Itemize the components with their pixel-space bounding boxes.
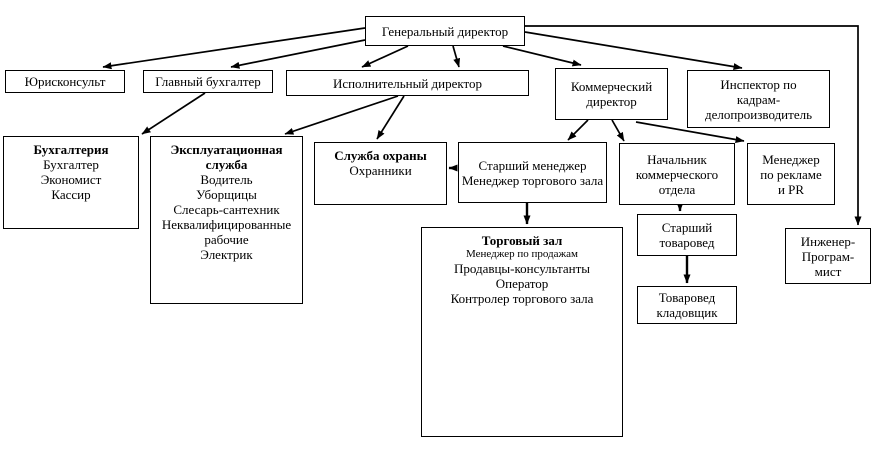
node-title-maintenance-service: Эксплуатационная служба [170,142,283,172]
node-title-accounting: Бухгалтерия [33,142,109,157]
node-line: мист [814,263,842,279]
node-line: Начальник [647,151,707,167]
node-line: товаровед [659,235,715,250]
node-line: делопроизводитель [704,106,813,122]
node-line: Инспектор по [720,76,797,92]
node-line: Оператор [495,276,549,291]
node-security-service [314,142,447,205]
node-general-director [365,16,525,46]
arrow-commercial-to-senior-manager [568,120,588,140]
node-maintenance-service [150,136,303,304]
arrow-executive-to-security [377,96,404,139]
arrow-executive-to-maintenance [285,96,398,134]
arrow-gd-to-legal-counsel [103,28,365,67]
node-sales-floor [421,227,623,437]
arrow-commercial-to-dept-head [612,120,624,141]
arrow-gd-to-executive-mid [453,46,459,67]
node-engineer-programmer [785,228,871,284]
node-line: Генеральный директор [381,23,509,39]
node-line: отдела [658,181,696,197]
node-senior-merchandiser [637,214,737,256]
node-pr-manager [747,143,835,205]
node-line: Слесарь-сантехник [173,202,280,217]
node-line: Менеджер [762,151,820,167]
node-line: Старший [661,220,713,235]
arrow-gd-to-commercial [503,46,581,65]
node-line: Водитель [200,172,253,187]
node-line: Менеджер торгового зала [461,172,604,188]
node-accounting [3,136,139,229]
arrow-gd-to-executive-left [362,46,408,67]
node-line: и PR [777,181,805,197]
node-line: Контролер торгового зала [450,291,594,306]
node-commercial-dept-head [619,143,735,205]
node-commercial-director [555,68,668,120]
node-chief-accountant [143,70,273,93]
node-line: директор [586,94,637,109]
node-line: кадрам- [736,91,781,107]
node-hr-inspector [687,70,830,128]
node-line: Электрик [200,247,253,262]
node-line: коммерческого [635,166,719,182]
node-subtitle-sales-floor: Менеджер по продажам [466,248,578,260]
node-line: Охранники [349,163,412,178]
node-line: Товаровед [658,290,716,305]
node-title-security-service: Служба охраны [334,148,427,163]
node-line: Экономист [40,172,102,187]
node-line: Главный бухгалтер [155,74,261,89]
node-title-sales-floor: Торговый зал [481,233,563,248]
node-line: Продавцы-консультанты [453,261,591,276]
node-line: по рекламе [760,166,822,182]
node-legal-counsel [5,70,125,93]
node-line: Уборщицы [196,187,257,202]
node-line: Бухгалтер [43,157,99,172]
node-line: Кассир [51,187,91,202]
node-line: Програм- [801,248,855,264]
node-line: Юрисконсульт [24,74,106,89]
node-line: Неквалифицированные рабочие [161,217,292,247]
node-executive-director [286,70,529,96]
node-line: кладовщик [656,305,718,320]
arrow-gd-to-chief-accountant [231,40,365,67]
arrow-gd-to-hr-inspector [525,32,742,68]
node-line: Исполнительный директор [332,75,483,91]
node-line: Инженер- [800,233,856,249]
arrow-accountant-to-accounting [142,93,205,134]
node-senior-manager [458,142,607,203]
node-line: Старший менеджер [478,157,587,173]
node-merchandiser-storekeeper [637,286,737,324]
node-line: Коммерческий [570,79,653,94]
